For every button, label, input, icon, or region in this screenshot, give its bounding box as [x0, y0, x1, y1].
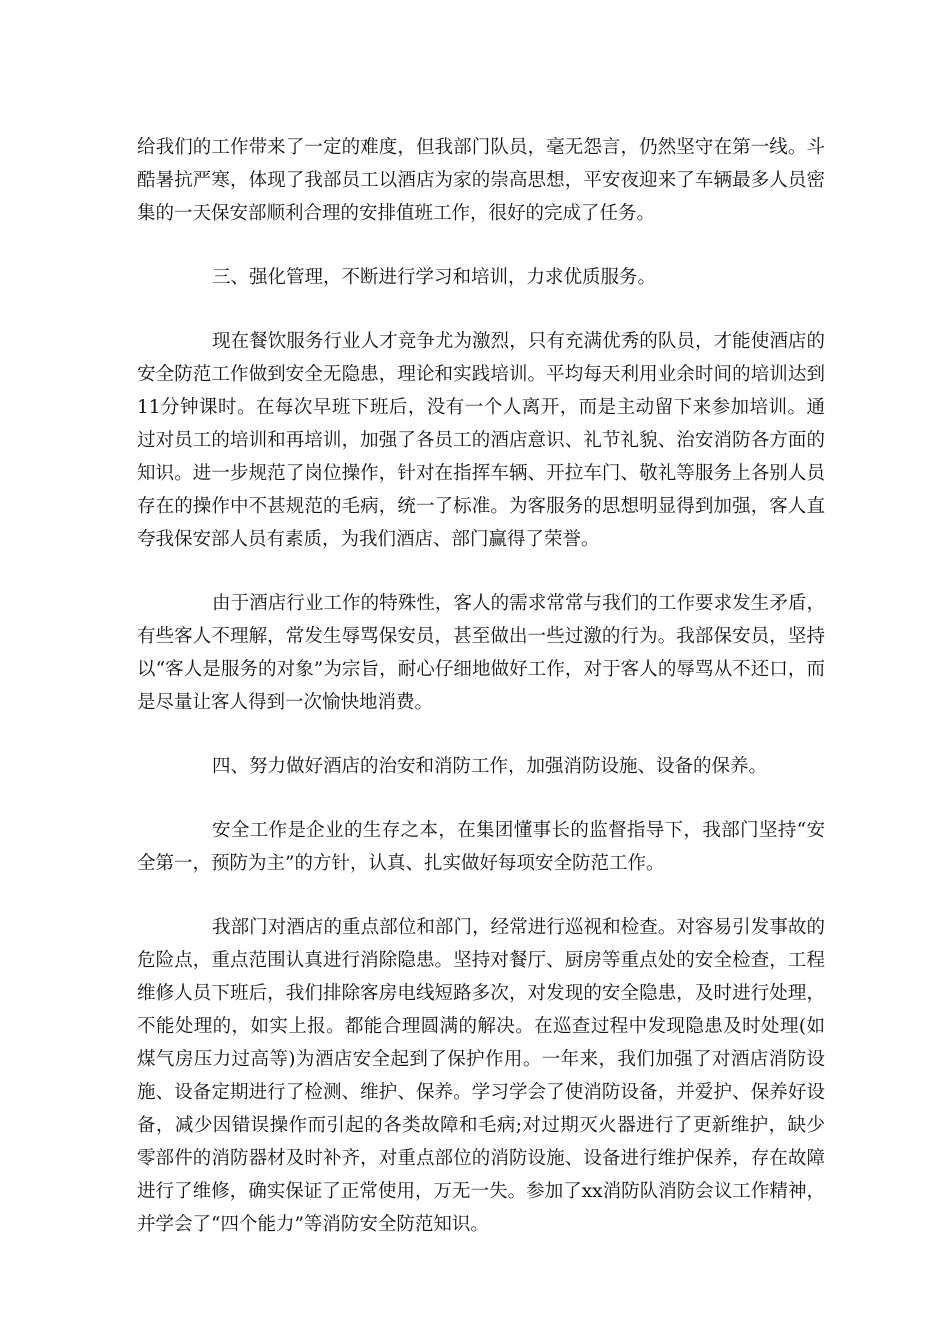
- section-heading-three: 三、强化管理，不断进行学习和培训，力求优质服务。: [212, 267, 657, 288]
- paragraph-continuation: 给我们的工作带来了一定的难度，但我部门队员，毫无怨言，仍然坚守在第一线。斗酷暑抗严寒，体现了我部员工以酒店为家的崇高思想，平安夜迎来了车辆最多人员密集的一天保安部顺利合理的安排值班工作，很好的完成了任务。: [137, 137, 825, 224]
- document-body: [137, 131, 825, 1272]
- paragraph-inspection: 我部门对酒店的重点部位和部门，经常进行巡视和检查。对容易引发事故的危险点，重点范围认真进行消除隐患。坚持对餐厅、厨房等重点处的安全检查，工程维修人员下班后，我们排除客房电线短路多次，对发现的安全隐患，及时进行处理，不能处理的，如实上报。都能合理圆满的解决。在巡查过程中发现隐患及时处理(如煤气房压力过高等)为酒店安全起到了保护作用。一年来，我们加强了对酒店消防设施、设备定期进行了检测、维护、保养。学习学会了使消防设备，并爱护、保养好设备，减少因错误操作而引起的各类故障和毛病;对过期灭火器进行了更新维护，缺少零部件的消防器材及时补齐，对重点部位的消防设施、设备进行维护保养，存在故障进行了维修，确实保证了正常使用，万无一失。参加了xx消防队消防会议工作精神，并学会了“四个能力”等消防安全防范知识。: [137, 917, 825, 1235]
- paragraph-safety-policy: 安全工作是企业的生存之本，在集团懂事长的监督指导下，我部门坚持“安全第一，预防为主”的方针，认真、扎实做好每项安全防范工作。: [137, 820, 825, 874]
- section-heading-four: 四、努力做好酒店的治安和消防工作，加强消防设施、设备的保养。: [212, 756, 768, 777]
- paragraph-customer-conflicts: 由于酒店行业工作的特殊性，客人的需求常常与我们的工作要求发生矛盾，有些客人不理解，常发生辱骂保安员，甚至做出一些过激的行为。我部保安员，坚持以“客人是服务的对象”为宗旨，耐心仔细地做好工作，对于客人的辱骂从不还口，而是尽量让客人得到一次愉快地消费。: [137, 593, 825, 713]
- paragraph-training: 现在餐饮服务行业人才竞争尤为激烈，只有充满优秀的队员，才能使酒店的安全防范工作做到安全无隐患，理论和实践培训。平均每天利用业余时间的培训达到11分钟课时。在每次早班下班后，没有一个人离开，而是主动留下来参加培训。通过对员工的培训和再培训，加强了各员工的酒店意识、礼节礼貌、治安消防各方面的知识。进一步规范了岗位操作，针对在指挥车辆、开拉车门、敬礼等服务上各别人员存在的操作中不甚规范的毛病，统一了标准。为客服务的思想明显得到加强，客人直夸我保安部人员有素质，为我们酒店、部门赢得了荣誉。: [137, 331, 825, 550]
